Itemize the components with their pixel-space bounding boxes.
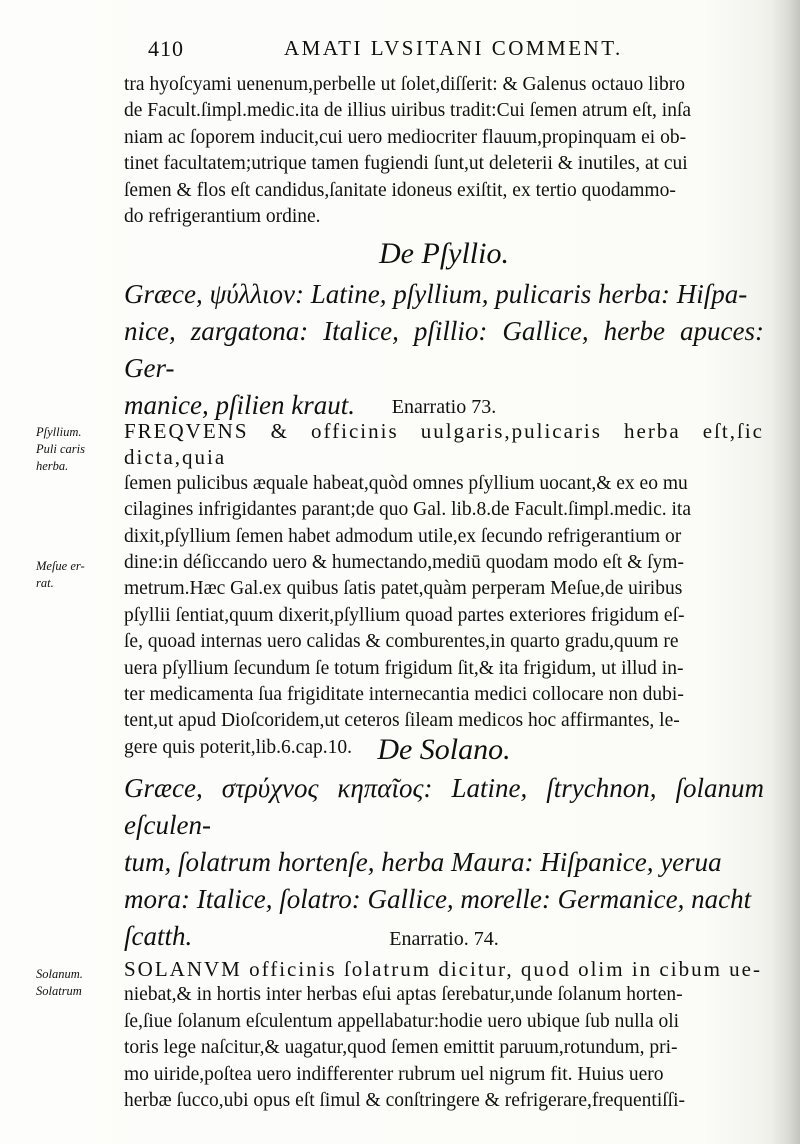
margin-note-line: herba. [36,459,69,473]
names-line: Græce, στρύχνος κηπαῖος: Latine, ſtrychnon, ſolanum eſculen- [124,773,764,840]
margin-note-line: Solatrum [36,984,82,998]
text-line: cilagines infrigidantes parant;de quo Gal. lib.8.de Facult.ſimpl.medic. ita [124,499,691,521]
running-title: AMATI LVSITANI COMMENT. [284,36,623,60]
names-line: mora: Italice, ſolatro: Gallice, morelle: Germanice, nacht [124,884,752,914]
text-line: metrum.Hæc Gal.ex quibus ſatis patet,quàm perperam Meſue,de uiribus [124,578,683,600]
text-line: de Facult.ſimpl.medic.ita de illius uiribus tradit:Cui ſemen atrum eſt, inſa [124,100,692,122]
text-line: ſemen pulicibus æquale habeat,quòd omnes pſyllium uocant,& ex eo mu [124,472,688,494]
margin-note-line: Meſue er- [36,559,85,573]
names-line: nice, zargatona: Italice, pſillio: Gallice, herbe apuces: Ger- [124,316,764,383]
text-line: mo uiride,poſtea uero indifferenter rubrum uel nigrum fit. Huius uero [124,1063,664,1085]
text-line: tinet facultatem;utrique tamen fugiendi ſunt,ut deleterii & inutiles, at cui [124,153,688,175]
margin-note [36,558,116,592]
margin-note [36,966,116,1000]
margin-note-line: Pſyllium. [36,425,82,439]
text-line: ter medicamenta ſua frigiditate internecantia medici collocare non dubi- [124,684,684,706]
text-line: ſe, quoad internas uero calidas & comburentes,in quarto gradu,quum re [124,631,679,653]
text-line: ſe,ſiue ſolanum eſculentum appellabatur:hodie uero ubique ſub nulla oli [124,1010,680,1032]
continuation-paragraph [124,72,764,230]
margin-note-line: Puli caris [36,442,85,456]
names-line: tum, ſolatrum hortenſe, herba Maura: Hiſpanice, yerua [124,847,722,877]
text-line: dine:in déſiccando uero & humectando,mediū quodam modo eſt & ſym- [124,552,684,574]
text-line: niam ac ſoporem inducit,cui uero mediocriter flauum,propinquam ei ob- [124,126,687,148]
margin-note-line: Solanum. [36,967,83,981]
text-line: tent,ut apud Dioſcoridem,ut ceteros ſileam medicos hoc affirmantes, le- [124,710,680,732]
enarratio-label: Enarratio. 74. [389,928,499,950]
commentary-paragraph [124,418,764,761]
text-line: do refrigerantium ordine. [124,206,321,228]
text-line: tra hyoſcyami uenenum,perbelle ut ſolet,diſſerit: & Galenus octauo libro [124,74,686,95]
page-number: 410 [148,36,184,61]
page-edge-shadow [772,0,800,1144]
text-line: dixit,pſyllium ſemen habet admodum utile,ex ſecundo refrigerantium or [124,525,682,547]
text-line: pſyllii ſentiat,quum dixerit,pſyllium quoad partes exteriores frigidum eſ- [124,604,685,626]
text-line: niebat,& in hortis inter herbas eſui aptas ſerebatur,unde ſolanum horten- [124,984,683,1006]
text-line: uera pſyllium ſecundum ſe totum frigidum ſit,& ita frigidum, ut illud in- [124,657,684,679]
page-header [148,34,748,64]
text-line: herbæ ſucco,ubi opus eſt ſimul & conſtringere & refrigerare,frequentiſſi- [124,1090,685,1112]
text-line: ſemen & flos eſt candidus,ſanitate idoneus exiſtit, ex tertio quodammo- [124,179,676,201]
margin-note-line: rat. [36,576,54,590]
names-line: Græce, ψύλλιον: Latine, pſyllium, pulicaris herba: Hiſpa- [124,279,748,309]
section-heading: De Pſyllio. [379,237,509,270]
names-line: manice, pſilien kraut. [124,390,355,420]
margin-note [36,424,116,475]
text-line: gere quis poterit,lib.6.cap.10. [124,736,352,758]
text-line: FREQVENS & officinis uulgaris,pulicaris herba eſt,ſic dicta,quia [124,419,764,470]
text-line: toris lege naſcitur,& uagatur,quod ſemen emittit paruum,rotundum, pri- [124,1037,678,1059]
commentary-paragraph [124,956,764,1114]
section-heading: De Solano. [377,733,511,766]
text-line: SOLANVM officinis ſolatrum dicitur, quod olim in cibum ue- [124,957,762,981]
names-line: ſcatth. [124,921,193,951]
enarratio-label: Enarratio 73. [391,396,497,418]
